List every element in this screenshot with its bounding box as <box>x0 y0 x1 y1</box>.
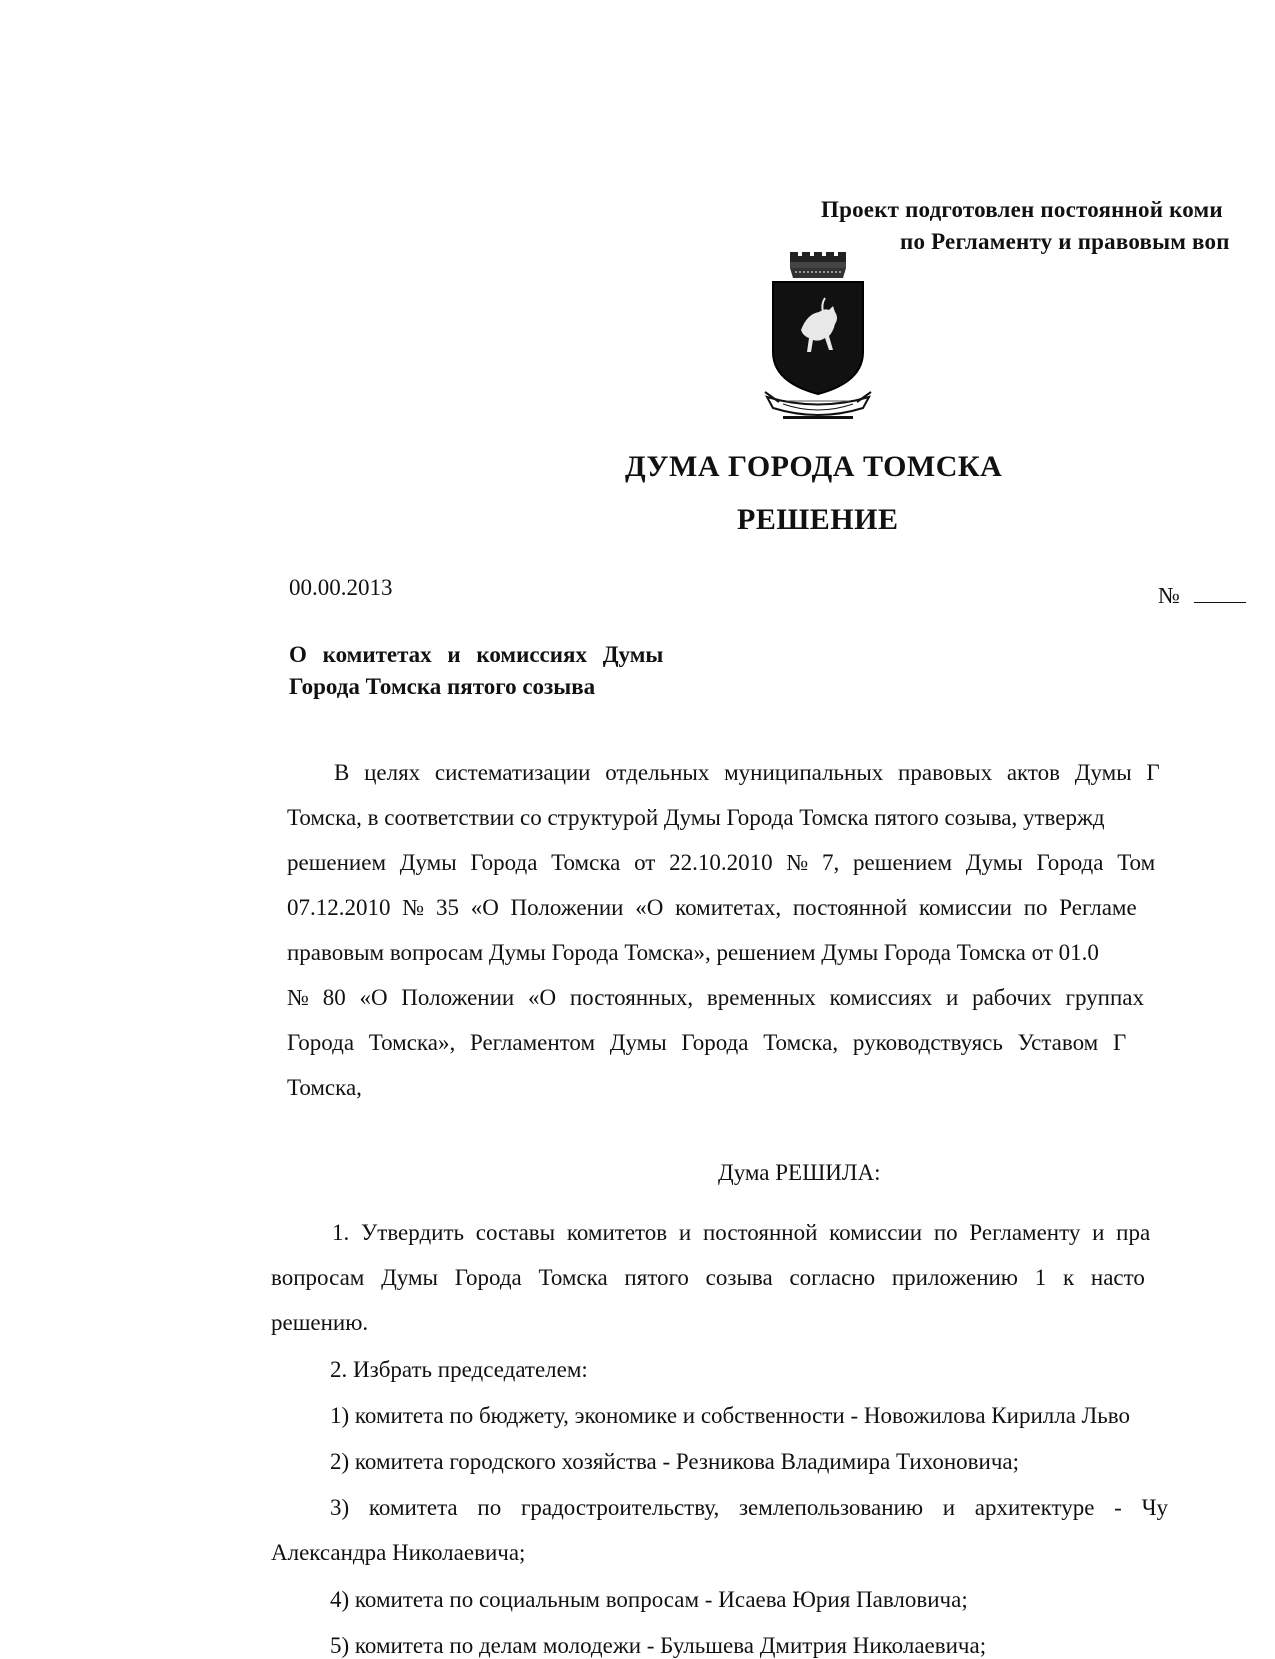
item2-subitem: 3) комитета по градостроительству, землепользованию и архитектуре - Чу <box>330 1495 1169 1520</box>
preamble-line: Города Томска», Регламентом Думы Города Томска, руководствуясь Уставом Г <box>287 1030 1127 1055</box>
preamble-line: 07.12.2010 № 35 «О Положении «О комитетах, постоянной комиссии по Регламе <box>287 895 1137 920</box>
document-title: ДУМА ГОРОДА ТОМСКА <box>625 450 1003 483</box>
item1-line: вопросам Думы Города Томска пятого созыва согласно приложению 1 к насто <box>271 1265 1145 1290</box>
preamble-line: Томска, <box>287 1075 362 1100</box>
item2-subitem: 2) комитета городского хозяйства - Резникова Владимира Тихоновича; <box>330 1449 1020 1474</box>
item2-heading: 2. Избрать председателем: <box>330 1357 588 1382</box>
resolved-heading: Дума РЕШИЛА: <box>718 1160 881 1185</box>
header-note-line2: по Регламенту и правовым воп <box>900 229 1230 254</box>
subject-line2: Города Томска пятого созыва <box>289 674 596 699</box>
document-type: РЕШЕНИЕ <box>737 503 899 536</box>
item1-line: 1. Утвердить составы комитетов и постоянной комиссии по Регламенту и пра <box>332 1220 1151 1245</box>
tomsk-coat-of-arms-icon <box>763 252 873 427</box>
number-blank <box>1194 584 1246 603</box>
preamble-line: правовым вопросам Думы Города Томска», решением Думы Города Томска от 01.0 <box>287 940 1099 965</box>
item2-subitem-continued: Александра Николаевича; <box>271 1540 526 1565</box>
document-date: 00.00.2013 <box>289 575 393 600</box>
preamble-line: Томска, в соответствии со структурой Думы Города Томска пятого созыва, утвержд <box>287 805 1105 830</box>
item1-line: решению. <box>271 1310 369 1335</box>
document-number <box>1158 583 1246 609</box>
header-note-line1: Проект подготовлен постоянной коми <box>821 197 1223 222</box>
item2-subitem: 5) комитета по делам молодежи - Бульшева Дмитрия Николаевича; <box>330 1633 987 1658</box>
preamble-line: № 80 «О Положении «О постоянных, временных комиссиях и рабочих группах <box>287 985 1144 1010</box>
number-label: № <box>1158 583 1180 608</box>
subject-line1: О комитетах и комиссиях Думы <box>289 642 664 667</box>
item2-subitem: 4) комитета по социальным вопросам - Исаева Юрия Павловича; <box>330 1587 968 1612</box>
item2-subitem: 1) комитета по бюджету, экономике и собственности - Новожилова Кирилла Льво <box>330 1403 1130 1428</box>
preamble-line: В целях систематизации отдельных муниципальных правовых актов Думы Г <box>334 760 1160 785</box>
preamble-line: решением Думы Города Томска от 22.10.2010 № 7, решением Думы Города Том <box>287 850 1156 875</box>
